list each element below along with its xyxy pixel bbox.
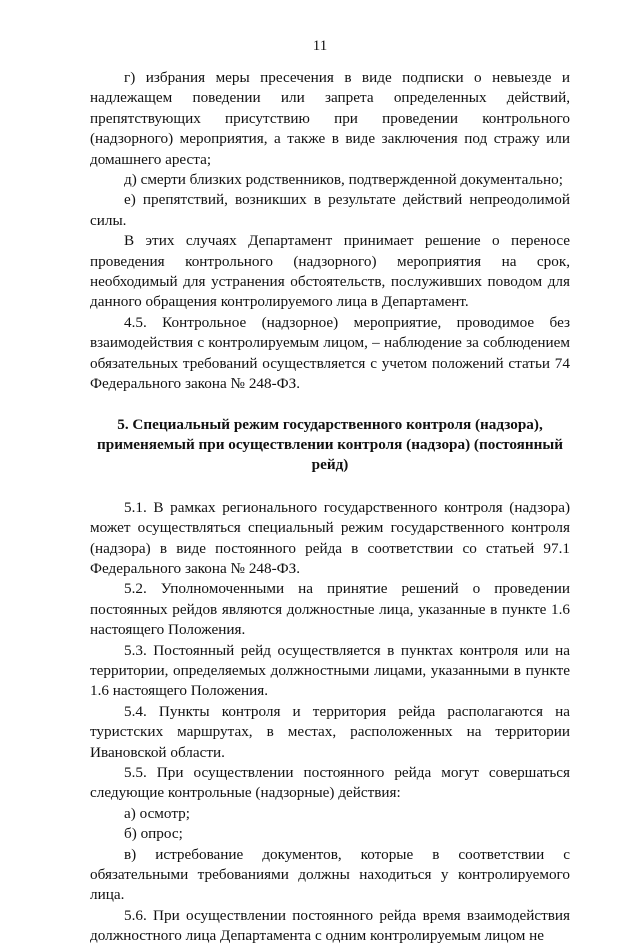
paragraph-g: г) избрания меры пресечения в виде подписки о невыезде и надлежащем поведении или запрета определенных действий, препятствующих присутствию при проведении контрольного (надзорного) мероприятия, а также в виде заключения под стражу или домашнего ареста;: [90, 69, 570, 168]
document-body: [90, 68, 570, 947]
paragraph-5-2: 5.2. Уполномоченными на принятие решений о проведении постоянных рейдов являются должностные лица, указанные в пункте 1.6 настоящего Положения.: [90, 580, 570, 639]
paragraph-d: д) смерти близких родственников, подтвержденной документально;: [124, 171, 563, 189]
paragraph-5-3: 5.3. Постоянный рейд осуществляется в пунктах контроля или на территории, определяемых должностными лицами, указанными в пункте 1.6 настоящего Положения.: [90, 641, 570, 700]
paragraph-5-1: 5.1. В рамках регионального государственного контроля (надзора) может осуществляться специальный режим государственного контроля (надзора) в виде постоянного рейда в соответствии со статьей 97.1 Федерального закона № 248-ФЗ.: [90, 498, 570, 577]
page-number: 11: [312, 38, 328, 54]
paragraph-5-6: 5.6. При осуществлении постоянного рейда время взаимодействия должностного лица Департамента с одним контролируемым лицом не: [90, 906, 570, 945]
list-item-v: в) истребование документов, которые в соответствии с обязательными требованиями должны находиться у контролируемого лица.: [90, 845, 570, 904]
list-item-b: б) опрос;: [124, 825, 183, 843]
section-heading: 5. Специальный режим государственного контроля (надзора), применяемый при осуществлении контроля (надзора) (постоянный рейд): [97, 415, 563, 474]
paragraph-postponement: В этих случаях Департамент принимает решение о переносе проведения контрольного (надзорного) мероприятия на срок, необходимый для устранения обстоятельств, послуживших поводом для данного обращения контролируемого лица в Департамент.: [90, 232, 570, 311]
paragraph-e: е) препятствий, возникших в результате действий непреодолимой силы.: [90, 191, 570, 229]
paragraph-5-4: 5.4. Пункты контроля и территория рейда располагаются на туристских маршрутах, в местах, расположенных на территории Ивановской области.: [90, 702, 570, 761]
paragraph-4-5: 4.5. Контрольное (надзорное) мероприятие, проводимое без взаимодействия с контролируемым лицом, – наблюдение за соблюдением обязательных требований осуществляется с учетом положений статьи 74 Федерального закона № 248-ФЗ.: [90, 313, 570, 393]
list-item-a: а) осмотр;: [124, 804, 190, 822]
paragraph-5-5: 5.5. При осуществлении постоянного рейда могут совершаться следующие контрольные (надзорные) действия:: [90, 764, 570, 802]
